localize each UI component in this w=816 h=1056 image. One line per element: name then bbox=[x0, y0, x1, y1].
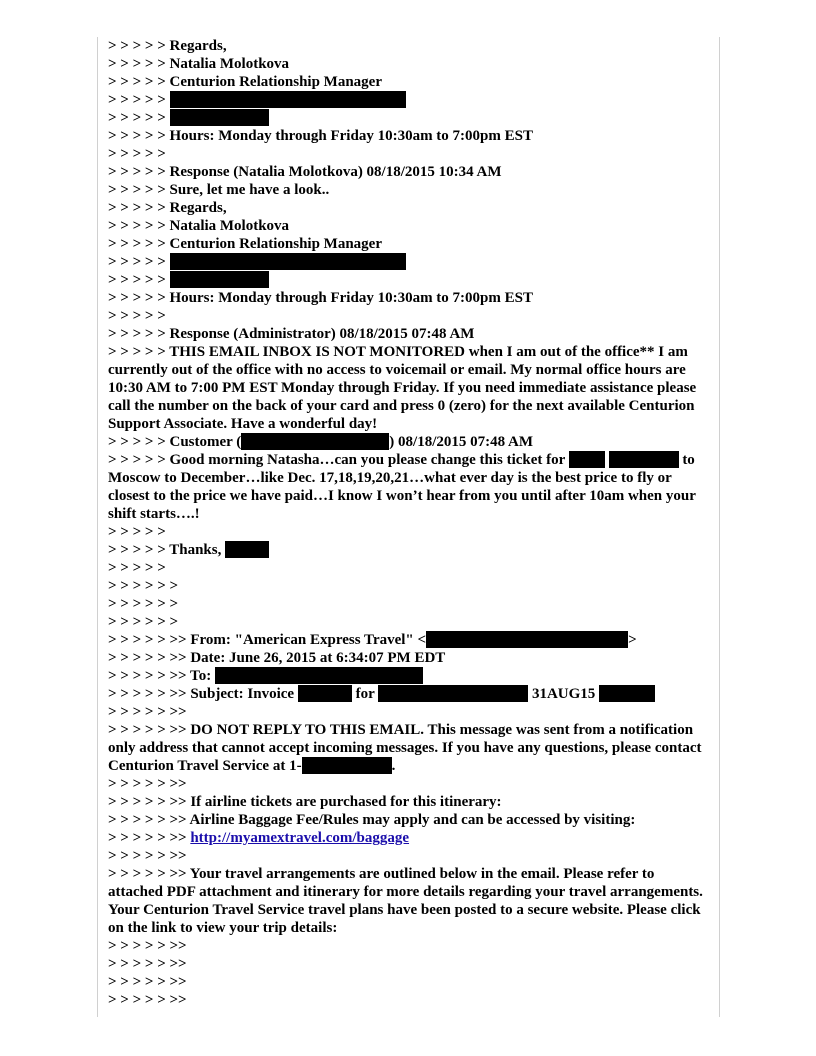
quoted-line: > > > > > Hours: Monday through Friday 10:30am to 7:00pm EST bbox=[108, 290, 533, 306]
quoted-line: > > > > > bbox=[108, 560, 166, 576]
quoted-paragraph: > > > > > >> DO NOT REPLY TO THIS EMAIL. This message was sent from a notification only address that cannot accept incoming messages. If you have any questions, please contact Centurion Travel Service at 1- . bbox=[108, 722, 702, 774]
quoted-line: > > > > > bbox=[108, 91, 708, 109]
quoted-line: > > > > > >> Subject: Invoice for 31AUG15 bbox=[108, 685, 708, 703]
quoted-line: > > > > > >> http://myamextravel.com/baggage bbox=[108, 830, 410, 846]
quoted-line: > > > > > >> Airline Baggage Fee/Rules may apply and can be accessed by visiting: bbox=[108, 812, 636, 828]
quoted-line: > > > > > >> bbox=[108, 776, 187, 792]
redaction-block bbox=[569, 451, 605, 468]
quoted-line: > > > > > Thanks, bbox=[108, 541, 708, 559]
quoted-line: > > > > > Sure, let me have a look.. bbox=[108, 182, 330, 198]
quoted-line: > > > > > Response (Natalia Molotkova) 08/18/2015 10:34 AM bbox=[108, 164, 502, 180]
quoted-paragraph: > > > > > Good morning Natasha…can you please change this ticket for to Moscow to December…like Dec. 17,18,19,20,21…what ever day is the best price to fly or closest to the price we have paid…I know I won’t hear from you until after 10am when your shift starts….! bbox=[108, 452, 696, 522]
redaction-block bbox=[215, 667, 423, 684]
quoted-line: > > > > > >> From: "American Express Travel" < > bbox=[108, 632, 637, 648]
quoted-line: > > > > > Natalia Molotkova bbox=[108, 218, 290, 234]
quoted-line: > > > > > > bbox=[108, 596, 179, 612]
quoted-line: > > > > > Hours: Monday through Friday 10:30am to 7:00pm EST bbox=[108, 128, 533, 144]
quoted-line: > > > > > >> bbox=[108, 848, 187, 864]
redaction-block bbox=[241, 433, 389, 450]
quoted-line: > > > > > bbox=[108, 271, 708, 289]
quoted-line: > > > > > bbox=[108, 524, 166, 540]
quoted-line: > > > > > > bbox=[108, 614, 179, 630]
quoted-line: > > > > > bbox=[108, 308, 166, 324]
quoted-line: > > > > > bbox=[108, 109, 708, 127]
redaction-block bbox=[170, 91, 406, 108]
quoted-line: > > > > > bbox=[108, 146, 166, 162]
email-thread-body bbox=[108, 37, 708, 1009]
redaction-block bbox=[170, 253, 406, 270]
quoted-line: > > > > > >> To: bbox=[108, 667, 708, 685]
quoted-line: > > > > > >> bbox=[108, 938, 187, 954]
quoted-paragraph: > > > > > THIS EMAIL INBOX IS NOT MONITORED when I am out of the office** I am currently out of the office with no access to voicemail or email. My normal office hours are 10:30 AM to 7:00 PM EST Monday through Friday. If you need immediate assistance please call the number on the back of your card and press 0 (zero) for the next available Centurion Support Associate. Have a wonderful day! bbox=[108, 344, 697, 432]
quoted-line: > > > > > Natalia Molotkova bbox=[108, 56, 290, 72]
redaction-block bbox=[426, 631, 628, 648]
quoted-line: > > > > > Regards, bbox=[108, 38, 227, 54]
quoted-line: > > > > > >> Date: June 26, 2015 at 6:34:07 PM EDT bbox=[108, 650, 446, 666]
page-border-left bbox=[97, 37, 98, 1017]
quoted-line: > > > > > >> bbox=[108, 956, 187, 972]
redaction-block bbox=[170, 109, 269, 126]
quoted-line: > > > > > >> bbox=[108, 974, 187, 990]
redaction-block bbox=[170, 271, 269, 288]
quoted-line: > > > > > Customer ( ) 08/18/2015 07:48 AM bbox=[108, 434, 534, 450]
quoted-paragraph: > > > > > >> Your travel arrangements are outlined below in the email. Please refer to attached PDF attachment and itinerary for more details regarding your travel arrangements. Your Centurion Travel Service travel plans have been posted to a secure website. Please click on the link to view your trip details: bbox=[108, 866, 703, 936]
quoted-line: > > > > > bbox=[108, 253, 708, 271]
quoted-line: > > > > > > bbox=[108, 578, 179, 594]
page-border-right bbox=[719, 37, 720, 1017]
quoted-line: > > > > > >> If airline tickets are purchased for this itinerary: bbox=[108, 794, 502, 810]
baggage-fee-link[interactable]: http://myamextravel.com/baggage bbox=[190, 830, 410, 846]
redaction-block bbox=[599, 685, 655, 702]
quoted-line: > > > > > >> bbox=[108, 704, 187, 720]
redaction-block bbox=[378, 685, 528, 702]
quoted-line: > > > > > Centurion Relationship Manager bbox=[108, 74, 382, 90]
redaction-block bbox=[609, 451, 679, 468]
redaction-block bbox=[298, 685, 352, 702]
redaction-block bbox=[225, 541, 269, 558]
quoted-line: > > > > > >> bbox=[108, 992, 187, 1008]
quoted-line: > > > > > Regards, bbox=[108, 200, 227, 216]
quoted-line: > > > > > Centurion Relationship Manager bbox=[108, 236, 382, 252]
redaction-block bbox=[302, 757, 392, 774]
quoted-line: > > > > > Response (Administrator) 08/18/2015 07:48 AM bbox=[108, 326, 475, 342]
